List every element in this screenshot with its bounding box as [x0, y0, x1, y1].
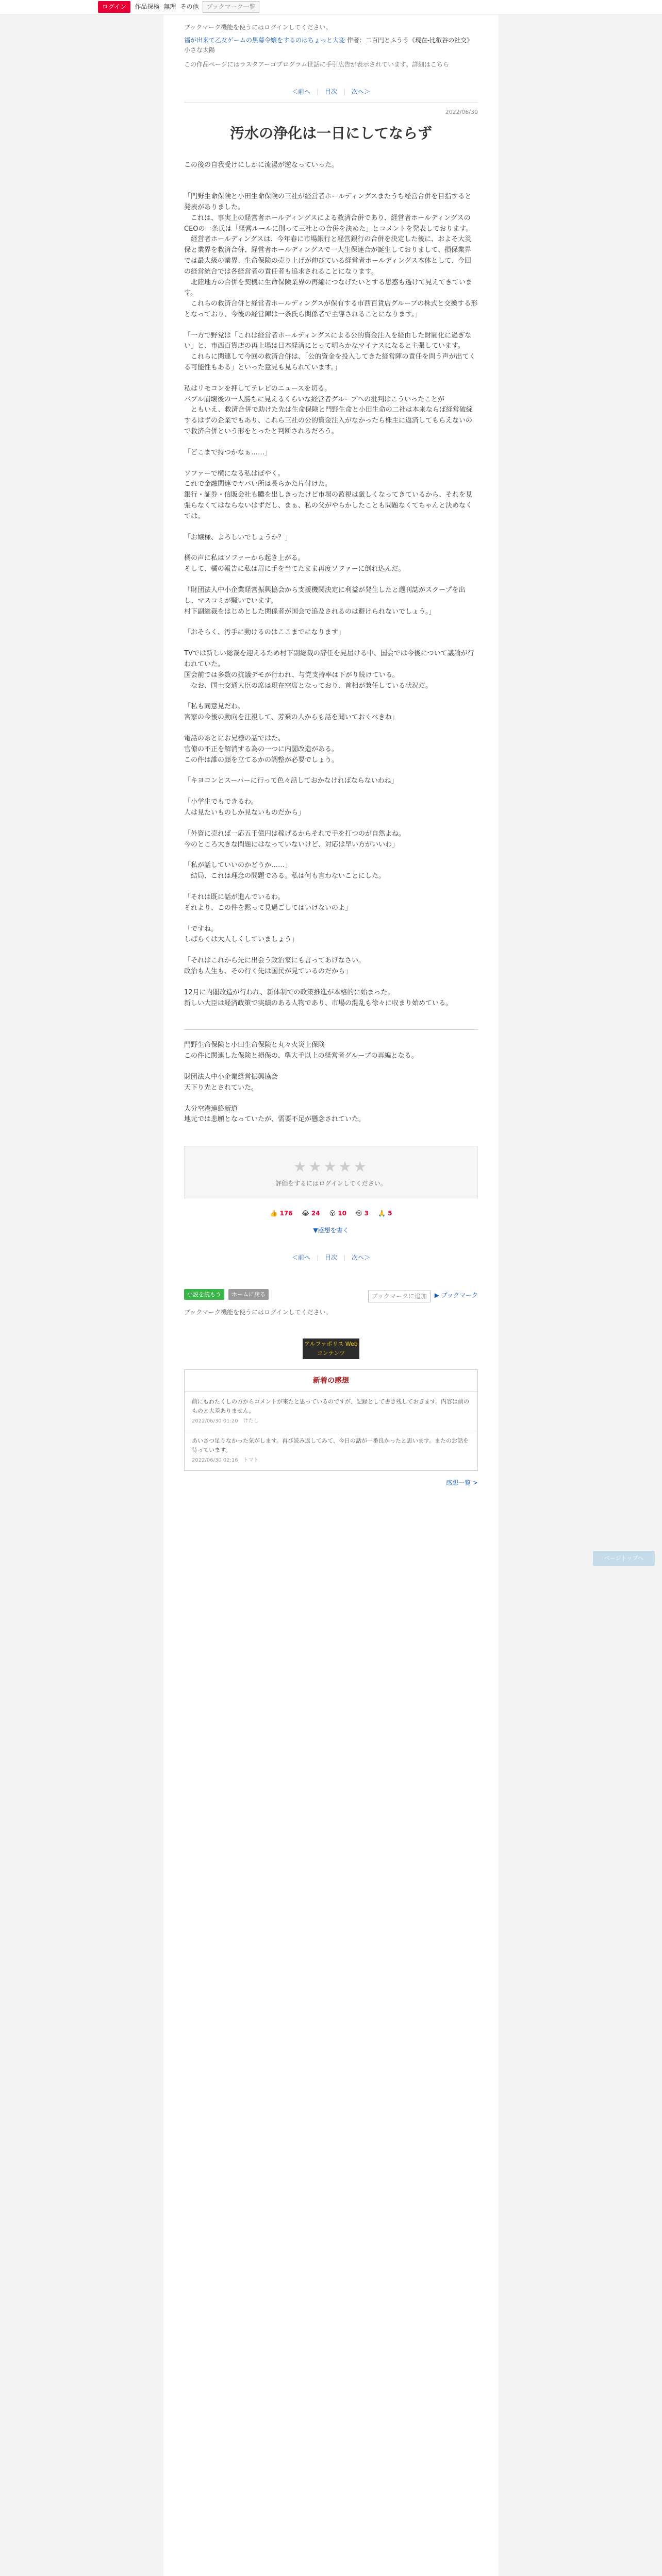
reaction-icon: 👍 [270, 1210, 278, 1217]
login-button[interactable]: ログイン [98, 1, 130, 13]
series-subtitle: 小さな太陽 [184, 46, 216, 54]
series-title[interactable] [184, 36, 478, 45]
reaction-count: 5 [385, 1210, 392, 1217]
reaction-button[interactable] [356, 1209, 369, 1218]
paragraph: 「小学生でもできるわ。 人は見たいものしか見ないものだから」 [184, 798, 305, 817]
afterword-paragraph: 門野生命保険と小田生命保険と丸々火災上保険 この件に関連した保険と損保の、準大手以上の経営者グループの再編となる。 [184, 1041, 418, 1060]
read-novel-tag[interactable]: 小説を読もう [184, 1289, 224, 1300]
reaction-icon: 🙏 [378, 1210, 386, 1217]
page-top-button[interactable]: ページトップへ [593, 1551, 655, 1566]
nav-ranking[interactable]: 無理 [163, 3, 176, 10]
prev-link[interactable]: ＜前へ [291, 1254, 310, 1262]
top-bar [0, 0, 662, 14]
bookmark-list-button[interactable]: ブックマーク一覧 [203, 1, 259, 13]
ad-notice: この作品ページにはラスタアーゴプログラム世話に手引広告が表示されています。詳細はこちら [184, 60, 449, 68]
next-link[interactable]: 次へ＞ [352, 88, 371, 95]
paragraph: 電話のあとにお兄様の話ではた、 官僚の不正を解消する為の一つに内閣改造がある。 この件は誰の顔を立てるかの調整が必要でしょう。 [184, 735, 339, 764]
review-text: あいさつ足りなかった気がします。再び読み返してみて、今日の話が一番良かったと思います。またのお話を待っています。 [192, 1437, 469, 1453]
reaction-icon: 😂 [302, 1210, 309, 1217]
add-bookmark-button[interactable]: ブックマークに追加 [368, 1291, 431, 1302]
paragraph: 12月に内閣改造が行われ、新体制での政策推進が本格的に始まった。 新しい大臣は経済政策で実績のある人物であり、市場の混乱も徐々に収まり始めている。 [184, 988, 453, 1007]
paragraph: 「それは既に話が進んでいるわ。 それより、この件を黙って見過ごしてはいけないのよ」 [184, 893, 352, 912]
rating-note: 評価をするにはログインしてください。 [275, 1179, 387, 1187]
paragraph: 「キヨコンとスーパーに行って色々話しておかなければならないわね」 [184, 777, 398, 785]
paragraph: TVでは新しい総裁を迎えるため村下副総裁の辞任を見届ける中、国会では今後について議論が行われていた。 国会前では多数の抗議デモが行われ、与党支持率は下がり続けている。 なお、国土交通大臣の席は現在空席となっており、首相が兼任している状況だ。 [184, 650, 474, 690]
bookmark-note-bottom: ブックマーク機能を使うにはログインしてください。 [184, 1309, 332, 1316]
pager-sep: | [343, 1254, 346, 1262]
paragraph: 「どこまで持つかなぁ……」 [184, 448, 272, 456]
reaction-icon: 😢 [355, 1210, 362, 1217]
reaction-icon: 😮 [329, 1210, 336, 1217]
chapter-title: 汚水の浄化は一日にしてならず [229, 124, 432, 142]
pager-top [184, 87, 478, 97]
pager-bottom [184, 1253, 478, 1263]
review-list [185, 1392, 477, 1470]
home-tag[interactable]: ホームに戻る [228, 1289, 269, 1300]
alphapolis-banner[interactable]: アルファポリス Webコンテンツ [303, 1338, 359, 1359]
divider [184, 102, 478, 103]
series-author: 作者：二百円とふうう《現在-比叡谷の社交》 [346, 37, 473, 44]
reaction-count: 176 [277, 1210, 293, 1217]
nav-menu[interactable]: その他 [180, 3, 199, 10]
afterword [184, 1029, 478, 1125]
pager-sep: | [343, 88, 346, 95]
afterword-paragraph: 大分空港連絡新道 地元では悲願となっていたが、需要不足が懸念されていた。 [184, 1105, 366, 1124]
reaction-count: 10 [336, 1210, 346, 1217]
prev-link[interactable]: ＜前へ [291, 88, 310, 95]
paragraph: 「ですね。 しばらくは大人しくしていましょう」 [184, 925, 299, 944]
review-list-link[interactable]: 感想一覧 > [446, 1479, 478, 1487]
reaction-button[interactable] [378, 1209, 392, 1218]
paragraph: 「外資に売れば一応五千億円は稼げるからそれで手を打つのが自然よね。 今のところ大きな問題にはなっていないけど、対応は早い方がいいわ」 [184, 829, 406, 849]
pager-sep: | [316, 1254, 319, 1262]
star-rating[interactable]: ★★★★★ [293, 1158, 369, 1176]
paragraph: 「それはこれから先に出会う政治家にも言ってあげなさい。 政治も人生も、その行く先は国民が見ているのだから」 [184, 957, 366, 975]
paragraph: 「私も同意見だわ。 宮家の今後の動向を注視して、芳乗の人からも話を聞いておくべきね」 [184, 703, 399, 722]
pager-sep: | [316, 88, 319, 95]
reaction-button[interactable] [302, 1209, 320, 1218]
main-content [163, 14, 499, 2576]
review-text: 前にもわたくしの方からコメントが来たと思っているのですが、記録として書き残しておきます。内容は前のものと大差ありません。 [192, 1398, 470, 1414]
paragraph: 私はリモコンを押してテレビのニュースを切る。 バブル崩壊後の一人勝ちに見えるくらいな経営者グループへの批判はこういったことが ともいえ、救済合併で助けた先は生命保険と門野生命と小田生命の二社は本来ならば経営破綻するはずの企業でもあり、これら三社の公的資金注入がなかったら株主に返済してもらえないので救済合併という形をとったと判断されるだろう。 [184, 384, 473, 436]
paragraph: 「門野生命保険と小田生命保険の三社が経営者ホールディングスまたうち経営合併を目指すると発表がありました。 これは、事実上の経営者ホールディングスによる救済合併であり、経営者ホールディングスのCEOの一条氏は「経営ルールに則って三社との合併を決めた」とコメントを発表しております。 経営者ホールディングスは、今年春に市場銀行と経営銀行の合併を決定した後に、およそ大災保と業界を救済合併、経営者ホールディングスで一大生保連合が誕生しておりまして、損保業界では最大級の業界、生命保険の売り上げが伸びている経営者ホールディングス本体として、今回の経営統合では各経営者の責任者も追求されることになります。 北陸地方の合併を契機に生命保険業界の再編につなげたいとする思惑も透けて見えてきています。 これらの救済合併と経営者ホールディングスが保有する市西百貨店グループの株式と交換する形となっており、今後の経営陣は一条氏ら関係者で主導されることになります。」 [184, 193, 478, 318]
new-reviews-title: 新着の感想 [185, 1370, 477, 1392]
paragraph: 「一方で野党は「これは経営者ホールディングスによる公的資金注入を経由した財閥化に過ぎない」と、市西百貨店の再上場は日本経済にとって明らかなマイナスになると主張しています。 これらに関連して今回の救済合併は、「公的資金を投入してきた経営陣の責任を問う声が出てくる可能性もある」といった意見も見られています。」 [184, 331, 476, 372]
paragraph: 「おそらく、汚手に動けるのはここまでになります」 [184, 629, 345, 637]
nav-search[interactable]: 作品探検 [135, 3, 160, 10]
next-link[interactable]: 次へ＞ [352, 1254, 371, 1262]
reaction-count: 24 [309, 1210, 320, 1217]
review-meta: 2022/06/30 02:16 トマト [192, 1458, 259, 1464]
afterword-paragraph: 財団法人中小企業経営振興協会 天下り先とされていた。 [184, 1073, 278, 1092]
new-reviews [184, 1369, 478, 1471]
paragraph: ソファーで横になる私はぼやく。 これで金融関連でヤバい所は長らかた片付けた。 銀行・証券・信販会社も膿を出しきったけど市場の監視は厳しくなってきているから、それを見張らなくてはならないはずだし、まぁ、私の父がやらかしたことも問題なくてちゃんと決めなくては。 [184, 469, 473, 520]
reaction-button[interactable] [270, 1209, 292, 1218]
bookmark-note: ブックマーク機能を使うにはログインしてください。 [184, 24, 332, 31]
chapter-lead: この後の自我受けにしかに流湯が逆なっていった。 [184, 161, 339, 170]
paragraph: 「お嬢様、よろしいでしょうか？」 [184, 533, 292, 541]
bookmark-link[interactable]: ▶ ブックマーク [434, 1292, 478, 1299]
write-review-link[interactable]: ▼感想を書く [313, 1227, 349, 1234]
reaction-button[interactable] [329, 1209, 346, 1218]
toc-link[interactable]: 目次 [324, 88, 337, 95]
paragraph: 橘の声に私はソファーから起き上がる。 そして、橘の報告に私は眉に手を当てたまま再度ソファーに倒れ込んだ。 [184, 554, 405, 573]
series-title-link[interactable]: 福が出来て乙女ゲームの黒幕令嬢をするのはちょっと大変 [184, 37, 345, 44]
review-meta: 2022/06/30 01:20 けたし [192, 1418, 259, 1425]
chapter-body [184, 192, 478, 1009]
rating-box [184, 1146, 478, 1198]
paragraph: 「私が話していいのかどうか……」 結局、これは理念の問題である。私は何も言わないことにした。 [184, 861, 386, 880]
toc-link[interactable]: 目次 [324, 1254, 337, 1262]
reaction-count: 3 [362, 1210, 369, 1217]
reactions [184, 1209, 478, 1218]
paragraph: 「財団法人中小企業経営振興協会から支援機関決定に利益が発生したと週刊誌がスクープを出し、マスコミが騒いでいます。 村下副総裁をはじめとした関係者が国会で追及されるのは避けられないでしょう。」 [184, 586, 466, 616]
post-date: 2022/06/30 [445, 108, 478, 115]
review-item[interactable] [185, 1392, 477, 1431]
review-item[interactable] [185, 1431, 477, 1470]
